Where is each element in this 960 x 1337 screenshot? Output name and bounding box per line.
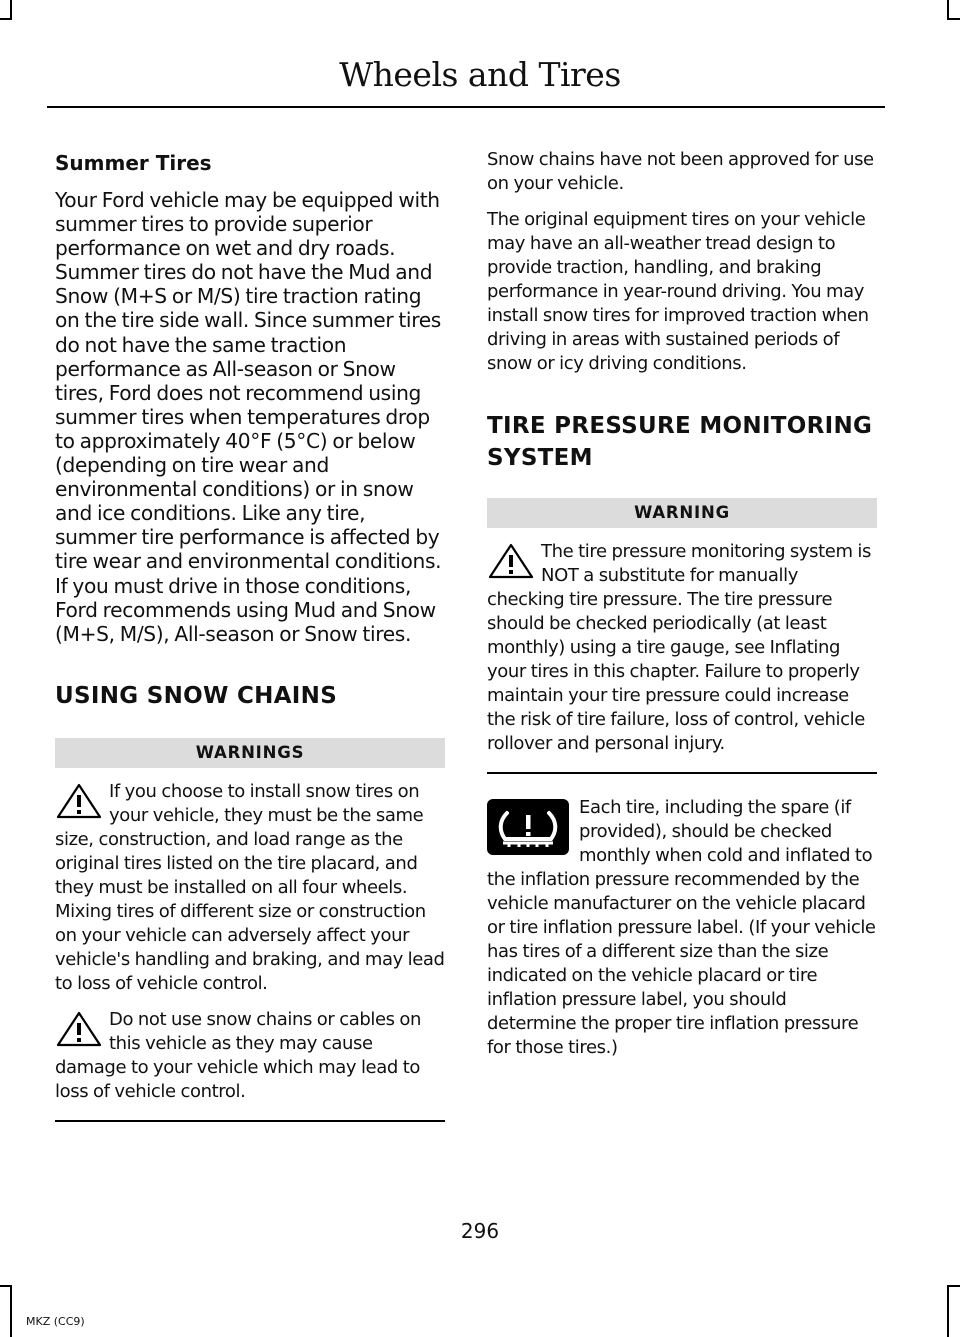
warning-text: If you choose to install snow tires on your vehicle, they must be the same size, construction, and load range as the original tires listed on the tire placard, and they must be installed on all four wheels. Mixing tires of different size or construction on your vehicle can adversely affect your vehicle's handling and braking, and may lead to loss of vehicle control. — [55, 780, 445, 994]
warning-triangle-icon — [55, 782, 103, 820]
snow-chains-title: USING SNOW CHAINS — [55, 682, 338, 709]
crop-mark — [947, 0, 949, 20]
summer-tires-body: Your Ford vehicle may be equipped with summer tires to provide superior performance on wet and dry roads. Summer tires do not have the Mud and Snow (M+S or M/S) tire traction rating on the tire side wall. Since summer tires do not have the same traction performance as All-season or Snow tires, Ford does not recommend using summer tires when temperatures drop to approximately 40°F (5°C) or below (depending on tire wear and environmental conditions) or in snow and ice conditions. Like any tire, summer tire performance is affected by tire wear and environmental conditions. If you must drive in those conditions, Ford recommends using Mud and Snow (M+S, M/S), All-season or Snow tires. — [55, 188, 442, 646]
tire-pressure-warning-icon — [487, 799, 569, 855]
page-number: 296 — [460, 1219, 500, 1243]
left-column — [55, 148, 445, 1122]
page-header-title: Wheels and Tires — [339, 55, 621, 94]
tpms-title-line1: TIRE PRESSURE MONITORING — [487, 413, 873, 439]
model-code: MKZ (CC9) — [26, 1315, 85, 1328]
right-column — [487, 148, 877, 1060]
crop-mark — [10, 1285, 12, 1337]
crop-mark — [947, 1285, 949, 1337]
section-rule — [487, 772, 877, 774]
header-rule — [47, 106, 885, 108]
tpms-paragraph — [487, 796, 877, 1060]
tpms-body-text: Each tire, including the spare (if provided), should be checked monthly when cold and inflated to the inflation pressure recommended by the vehicle manufacturer on the vehicle placard or tire inflation pressure label. (If your vehicle has tires of a different size than the size indicated on the vehicle placard or tire inflation pressure label, you should determine the proper tire inflation pressure for those tires.) — [487, 797, 876, 1058]
warning-text: The tire pressure monitoring system is NOT a substitute for manually checking tire pressure. The tire pressure should be checked periodically (at least monthly) using a tire gauge, see Inflating your tires in this chapter. Failure to properly maintain your tire pressure could increase the risk of tire failure, loss of control, vehicle rollover and personal injury. — [487, 541, 871, 754]
warning-triangle-icon — [55, 1010, 103, 1048]
warning-triangle-icon — [487, 542, 535, 580]
crop-mark — [0, 18, 12, 20]
warning-text: Do not use snow chains or cables on this vehicle as they may cause damage to your vehicle which may lead to loss of vehicle control. — [55, 1008, 422, 1102]
warnings-bar: WARNINGS — [55, 738, 445, 768]
warning-item — [487, 540, 877, 756]
tpms-title-line2: SYSTEM — [487, 445, 593, 471]
warning-item — [55, 780, 445, 996]
warning-item — [55, 1008, 445, 1104]
crop-mark — [0, 1285, 12, 1287]
section-rule — [55, 1120, 445, 1122]
crop-mark — [947, 18, 960, 20]
snow-chains-note: Snow chains have not been approved for use on your vehicle. — [487, 149, 874, 194]
summer-tires-heading: Summer Tires — [55, 151, 212, 175]
warning-bar: WARNING — [487, 498, 877, 528]
all-weather-paragraph: The original equipment tires on your vehicle may have an all-weather tread design to provide traction, handling, and braking performance in year-round driving. You may install snow tires for improved traction when driving in areas with sustained periods of snow or icy driving conditions. — [487, 209, 869, 374]
crop-mark — [947, 1285, 960, 1287]
crop-mark — [10, 0, 12, 20]
